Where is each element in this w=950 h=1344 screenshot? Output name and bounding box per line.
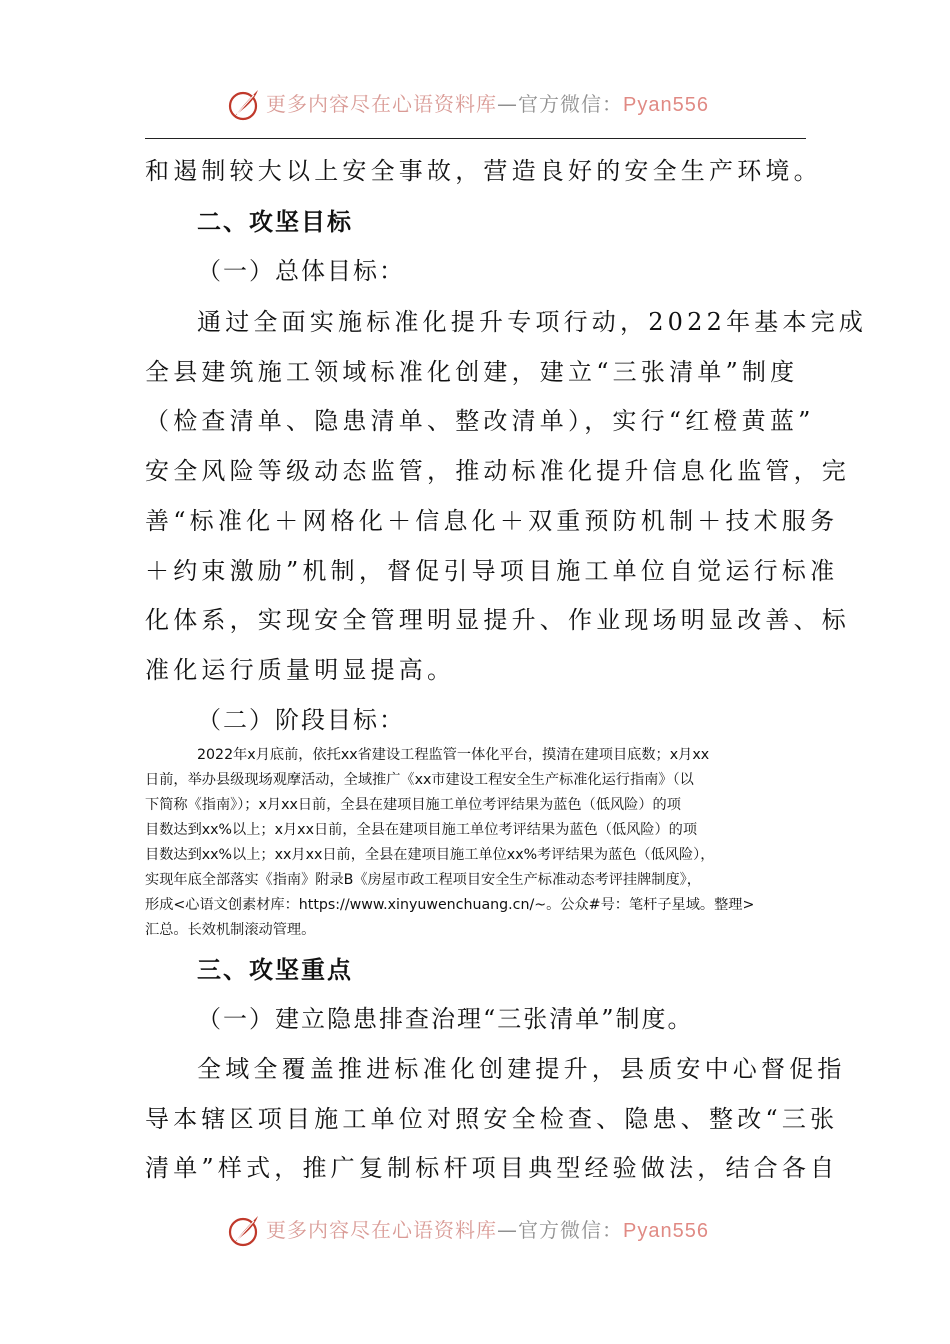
text-line: 化体系，实现安全管理明显提升、作业现场明显改善、标 [145,606,850,634]
subsection-heading: （一）总体目标： [197,257,405,285]
banner-wechat-id: Pyan556 [623,94,709,116]
subsection-heading: （一）建立隐患排查治理“三张清单”制度。 [197,1005,694,1033]
small-text-line: 形成<心语文创素材库：https://www.xinyuwenchuang.cn/~。公众#号：笔杆子星域。整理> [145,897,755,913]
header-divider [145,138,806,139]
text-line: （检查清单、隐患清单、整改清单），实行“红橙黄蓝” [145,407,815,435]
small-text-line: 实现年底全部落实《指南》附录B《房屋市政工程项目安全生产标准动态考评挂牌制度》， [145,872,701,888]
banner-dash: — [497,1218,518,1242]
feather-pen-logo-icon [227,1212,263,1248]
banner-official-label: 官方微信： [518,92,623,116]
text-line: 清单”样式，推广复制标杆项目典型经验做法，结合各自 [145,1154,839,1182]
text-line: 安全风险等级动态监管，推动标准化提升信息化监管，完 [145,457,850,485]
text-line: 全域全覆盖推进标准化创建提升，县质安中心督促指 [197,1055,846,1083]
banner-official-label: 官方微信： [518,1218,623,1242]
banner-text [266,88,709,117]
small-text-line: 日前，举办县级现场观摩活动，全域推广《xx市建设工程安全生产标准化运行指南》（以 [145,772,694,788]
small-text-line: 目数达到xx%以上；x月xx日前，全县在建项目施工单位考评结果为蓝色（低风险）的项 [145,822,698,838]
header-watermark-banner [0,80,950,130]
text-line: 准化运行质量明显提高。 [145,656,456,684]
banner-main-text: 更多内容尽在心语资料库 [266,1218,497,1242]
section-heading: 三、攻坚重点 [197,956,353,984]
small-text-line: 目数达到xx%以上；xx月xx日前，全县在建项目施工单位xx%考评结果为蓝色（低风险）， [145,847,715,863]
text-line: ＋约束激励”机制，督促引导项目施工单位自觉运行标准 [145,557,839,585]
small-text-line: 2022年x月底前，依托xx省建设工程监管一体化平台，摸清在建项目底数；x月xx [197,747,710,763]
section-heading: 二、攻坚目标 [197,208,353,236]
text-line: 导本辖区项目施工单位对照安全检查、隐患、整改“三张 [145,1105,839,1133]
feather-pen-logo-icon [227,86,263,122]
text-line: 善“标准化＋网格化＋信息化＋双重预防机制＋技术服务 [145,507,839,535]
subsection-heading: （二）阶段目标： [197,706,405,734]
small-text-line: 下简称《指南》）；x月xx日前，全县在建项目施工单位考评结果为蓝色（低风险）的项 [145,797,681,813]
text-line: 通过全面实施标准化提升专项行动，2022年基本完成 [197,308,868,336]
text-line: 和遏制较大以上安全事故，营造良好的安全生产环境。 [145,157,822,185]
banner-wechat-id: Pyan556 [623,1220,709,1242]
banner-text [266,1214,709,1243]
text-line: 全县建筑施工领域标准化创建，建立“三张清单”制度 [145,358,799,386]
banner-main-text: 更多内容尽在心语资料库 [266,92,497,116]
small-text-line: 汇总。长效机制滚动管理。 [145,922,316,938]
footer-watermark-banner [0,1206,950,1256]
banner-dash: — [497,92,518,116]
